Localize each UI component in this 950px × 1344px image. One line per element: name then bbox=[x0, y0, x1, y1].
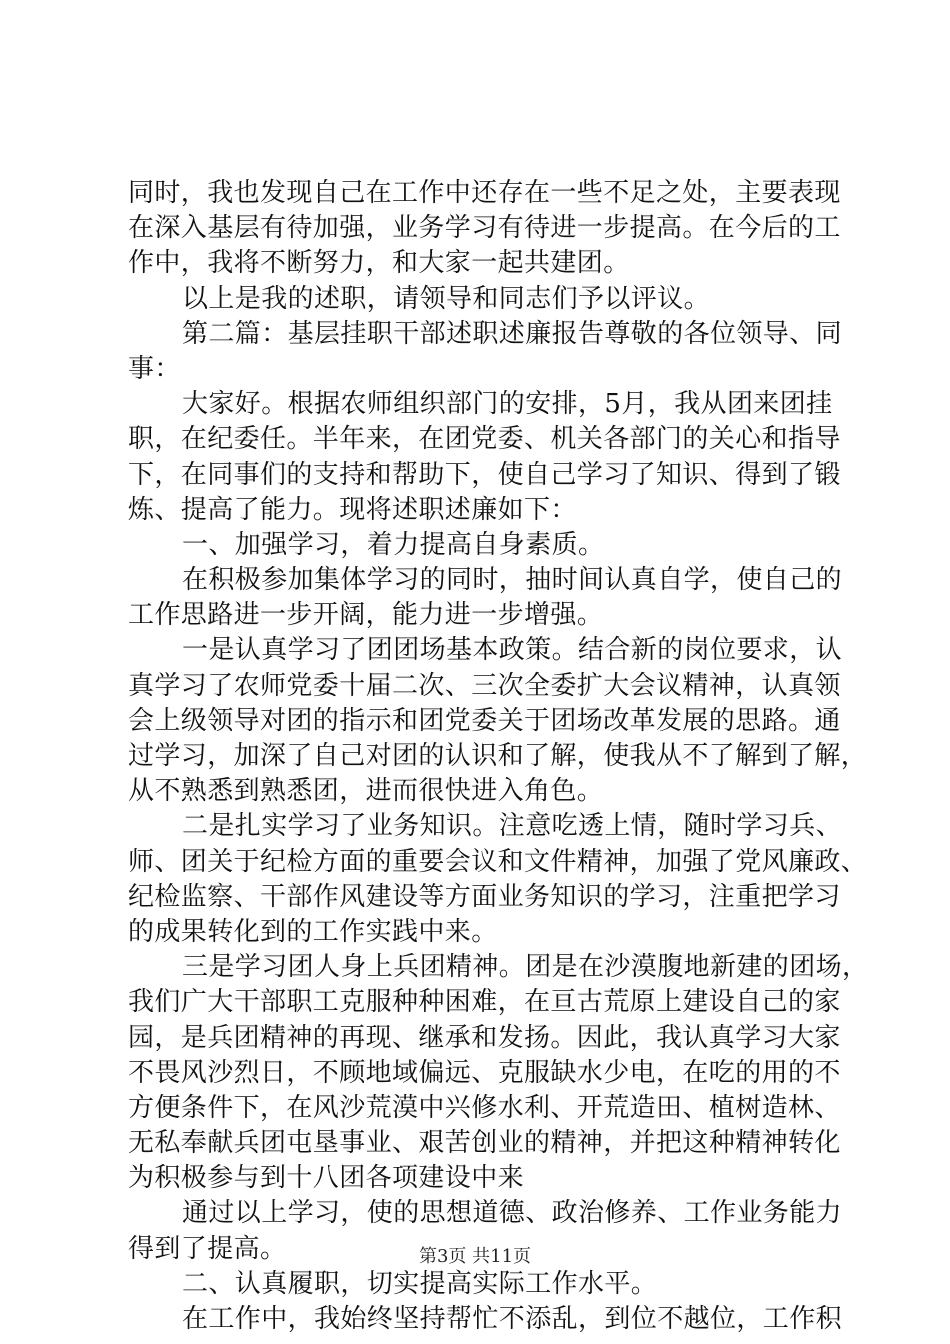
text-line: 不畏风沙烈日，不顾地域偏远、克服缺水少电，在吃的用的不 bbox=[128, 1057, 841, 1088]
text-line: 作中，我将不断努力，和大家一起共建团。 bbox=[128, 248, 630, 279]
text-line: 纪检监察、干部作风建设等方面业务知识的学习，注重把学习 bbox=[128, 881, 841, 912]
text-line: 过学习，加深了自己对团的认识和了解，使我从不了解到了解， bbox=[128, 741, 868, 771]
text-line: 炼、提高了能力。现将述职述廉如下： bbox=[128, 494, 577, 525]
text-line: 事： bbox=[128, 353, 181, 384]
text-line: 在积极参加集体学习的同时，抽时间认真自学，使自己的 bbox=[182, 565, 843, 596]
text-line: 第二篇：基层挂职干部述职述廉报告尊敬的各位领导、同 bbox=[182, 318, 843, 349]
text-line: 二、认真履职，切实提高实际工作水平。 bbox=[182, 1268, 658, 1299]
text-line: 的成果转化到的工作实践中来。 bbox=[128, 916, 498, 947]
text-line: 一、加强学习，着力提高自身素质。 bbox=[182, 529, 605, 560]
text-line: 三是学习团人身上兵团精神。团是在沙漠腹地新建的团场， bbox=[182, 952, 869, 983]
text-line: 通过以上学习，使的思想道德、政治修养、工作业务能力 bbox=[182, 1198, 843, 1229]
text-line: 园，是兵团精神的再现、继承和发扬。因此，我认真学习大家 bbox=[128, 1022, 841, 1053]
text-line: 一是认真学习了团团场基本政策。结合新的岗位要求，认 bbox=[182, 635, 843, 666]
text-line: 无私奉献兵团屯垦事业、艰苦创业的精神，并把这种精神转化 bbox=[128, 1128, 841, 1159]
text-line: 方便条件下，在风沙荒漠中兴修水利、开荒造田、植树造林、 bbox=[128, 1092, 841, 1123]
text-line: 从不熟悉到熟悉团，进而很快进入角色。 bbox=[128, 776, 604, 807]
text-line: 大家好。根据农师组织部门的安排，5月，我从团来团挂 bbox=[182, 389, 833, 420]
text-line: 在深入基层有待加强，业务学习有待进一步提高。在今后的工 bbox=[128, 213, 841, 244]
text-line: 为积极参与到十八团各项建设中来 bbox=[128, 1163, 525, 1194]
text-line: 下，在同事们的支持和帮助下，使自己学习了知识、得到了锻 bbox=[128, 459, 841, 490]
text-line: 得到了提高。 bbox=[128, 1233, 287, 1264]
text-line: 职，在纪委任。半年来，在团党委、机关各部门的关心和指导 bbox=[128, 424, 841, 455]
text-line: 师、团关于纪检方面的重要会议和文件精神，加强了党风廉政、 bbox=[128, 846, 868, 877]
text-line: 在工作中，我始终坚持帮忙不添乱，到位不越位，工作积 bbox=[182, 1304, 843, 1334]
text-line: 我们广大干部职工克服种种困难，在亘古荒原上建设自己的家 bbox=[128, 987, 841, 1018]
text-line: 以上是我的述职，请领导和同志们予以评议。 bbox=[182, 283, 711, 314]
document-body bbox=[128, 176, 869, 1337]
text-line: 二是扎实学习了业务知识。注意吃透上情，随时学习兵、 bbox=[182, 811, 843, 842]
text-line: 会上级领导对团的指示和团党委关于团场改革发展的思路。通 bbox=[128, 705, 841, 736]
text-line: 同时，我也发现自己在工作中还存在一些不足之处，主要表现 bbox=[128, 178, 841, 208]
page-number: 第3页 共11页 bbox=[418, 1246, 532, 1267]
text-line: 工作思路进一步开阔，能力进一步增强。 bbox=[128, 600, 604, 631]
text-line: 真学习了农师党委十届二次、三次全委扩大会议精神，认真领 bbox=[128, 670, 841, 701]
